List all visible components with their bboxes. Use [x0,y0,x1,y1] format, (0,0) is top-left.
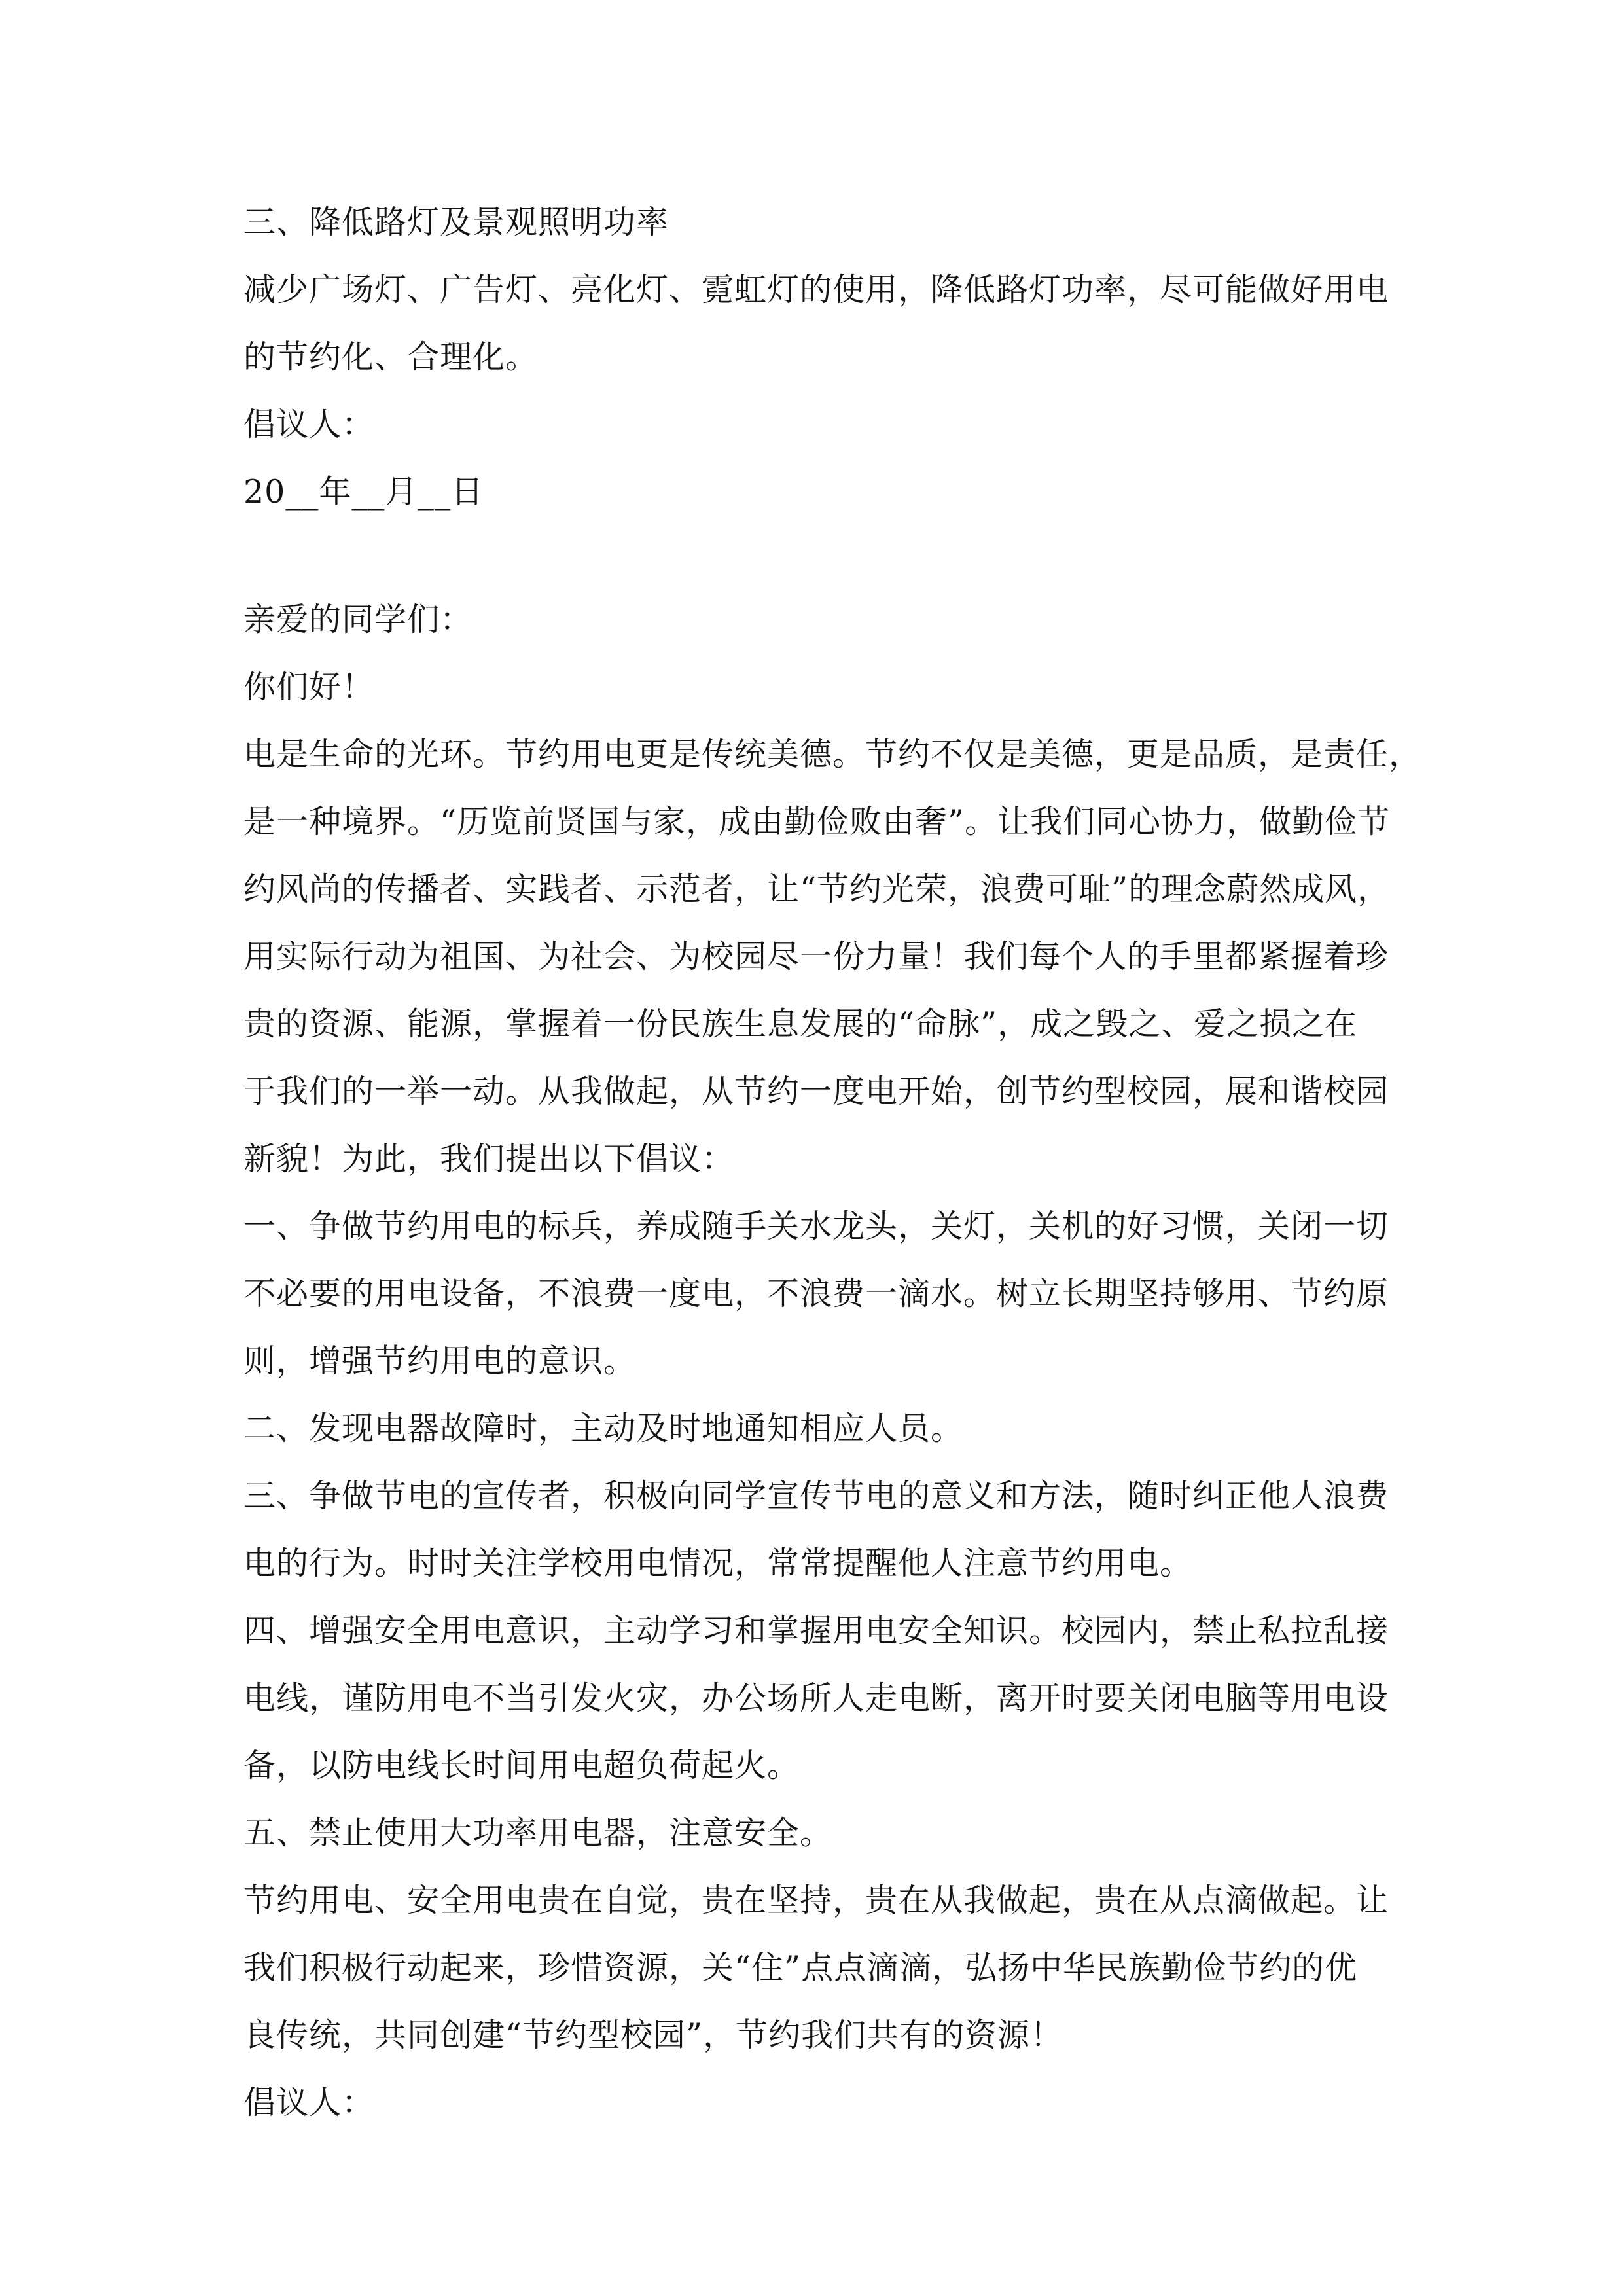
paragraph-line: 不必要的用电设备，不浪费一度电，不浪费一滴水。树立长期坚持够用、节约原 [243,1275,1389,1312]
paragraph-line: 电线，谨防用电不当引发火灾，办公场所人走电断，离开时要关闭电脑等用电设 [243,1679,1389,1717]
paragraph-line: 是一种境界。“历览前贤国与家，成由勤俭败由奢”。让我们同心协力，做勤俭节 [243,803,1391,840]
proposer-label: 倡议人： [243,2084,375,2121]
paragraph-line: 贵的资源、能源，掌握着一份民族生息发展的“命脉”，成之毁之、爱之损之在 [243,1005,1358,1043]
proposal-item-2: 二、发现电器故障时，主动及时地通知相应人员。 [243,1410,964,1447]
proposal-item-4: 四、增强安全用电意识，主动学习和掌握用电安全知识。校园内，禁止私拉乱接 [243,1612,1389,1649]
section-top [243,188,1389,526]
paragraph-line: 约风尚的传播者、实践者、示范者，让“节约光荣，浪费可耻”的理念蔚然成风， [243,870,1391,908]
proposal-item-3: 三、争做节电的宣传者，积极向同学宣传节电的意义和方法，随时纠正他人浪费 [243,1477,1389,1515]
section-main [243,586,1422,2136]
salutation: 亲爱的同学们： [243,601,473,638]
date-line: 20__年__月__日 [243,473,484,511]
paragraph-line: 新貌！为此，我们提出以下倡议： [243,1140,735,1177]
paragraph-line: 电的行为。时时关注学校用电情况，常常提醒他人注意节约用电。 [243,1545,1193,1582]
proposal-item-1: 一、争做节约用电的标兵，养成随手关水龙头，关灯，关机的好习惯，关闭一切 [243,1208,1389,1245]
paragraph-line: 于我们的一举一动。从我做起，从节约一度电开始，创节约型校园，展和谐校园 [243,1073,1389,1110]
paragraph-line: 减少广场灯、广告灯、亮化灯、霓虹灯的使用，降低路灯功率，尽可能做好用电 [243,271,1389,308]
paragraph-line: 我们积极行动起来，珍惜资源，关“住”点点滴滴，弘扬中华民族勤俭节约的优 [243,1949,1358,1986]
proposer-label: 倡议人： [243,406,375,443]
paragraph-line: 用实际行动为祖国、为社会、为校园尽一份力量！我们每个人的手里都紧握着珍 [243,938,1389,975]
paragraph-line: 电是生命的光环。节约用电更是传统美德。节约不仅是美德，更是品质，是责任， [243,736,1422,773]
paragraph-line: 的节约化、合理化。 [243,338,539,376]
paragraph-line: 节约用电、安全用电贵在自觉，贵在坚持，贵在从我做起，贵在从点滴做起。让 [243,1882,1389,1919]
paragraph-line: 备，以防电线长时间用电超负荷起火。 [243,1747,800,1784]
paragraph-line: 良传统，共同创建“节约型校园”，节约我们共有的资源！ [243,2017,1063,2054]
section-heading: 三、降低路灯及景观照明功率 [243,204,669,241]
greeting: 你们好！ [243,668,375,706]
proposal-item-5: 五、禁止使用大功率用电器，注意安全。 [243,1814,833,1852]
paragraph-line: 则，增强节约用电的意识。 [243,1342,637,1380]
